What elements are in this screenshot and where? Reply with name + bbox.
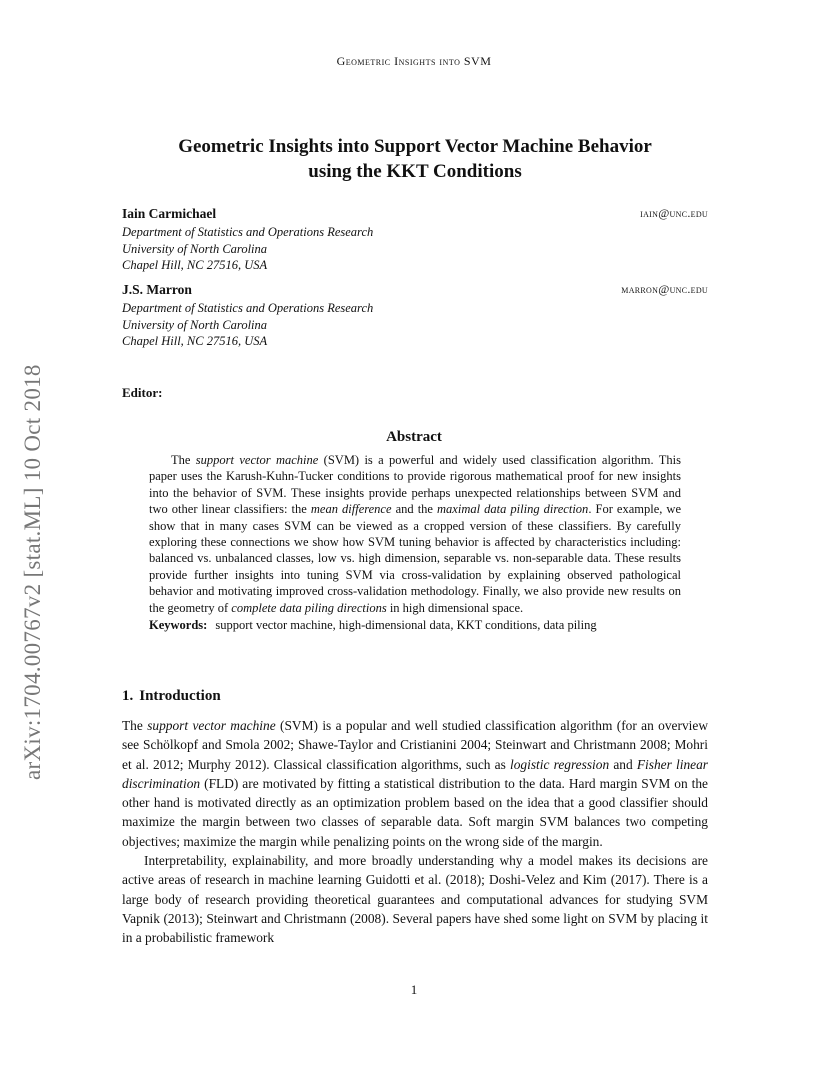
author-affiliation-university: University of North Carolina xyxy=(122,317,268,332)
page-number: 1 xyxy=(410,982,418,997)
section-heading-introduction xyxy=(122,688,221,705)
abstract-text: (SVM) is a powerful and widely used classification algorithm. This paper uses the Karush-Kuhn-Tucker conditions to provide rigorous mathematical proof for new insights into the behavior of SVM. These insights provide perhaps unexpected relationships between SVM and two other linear classifiers: the xyxy=(149,453,682,517)
author-name: Iain Carmichael xyxy=(122,206,217,221)
intro-text: The xyxy=(122,718,148,733)
keywords-line xyxy=(149,617,681,633)
paper-title xyxy=(120,134,710,184)
section-number: 1. xyxy=(122,688,134,704)
author-email: iain@unc.edu xyxy=(640,206,708,220)
author-affiliation-department: Department of Statistics and Operations Research xyxy=(122,301,374,315)
paper-title-line-1: Geometric Insights into Support Vector Machine Behavior xyxy=(178,136,652,157)
running-head: Geometric Insights into SVM xyxy=(336,54,492,68)
editor-label: Editor: xyxy=(122,385,163,400)
author-affiliation-university: University of North Carolina xyxy=(122,241,268,256)
abstract-emphasis: maximal data piling direction xyxy=(437,502,589,517)
abstract-text: The xyxy=(171,453,196,467)
keywords-label: Keywords: xyxy=(149,618,208,633)
intro-emphasis: logistic regression xyxy=(510,756,610,772)
intro-text: (FLD) are motivated by fitting a statistical distribution to the data. Hard margin SVM on the other hand is motivated directly as an optimization problem based on the idea that a good classifier should maximize the margin between two classes of separable data. Soft margin SVM balances two competing objectives; maximize the margin while penalizing points on the wrong side of the margin. xyxy=(122,775,708,849)
author-affiliation-department: Department of Statistics and Operations Research xyxy=(122,225,374,239)
author-affiliation-address: Chapel Hill, NC 27516, USA xyxy=(122,334,268,348)
arxiv-identifier-stamp: arXiv:1704.00767v2 [stat.ML] 10 Oct 2018 xyxy=(20,364,45,780)
abstract-emphasis: support vector machine xyxy=(195,453,319,467)
intro-paragraph-1 xyxy=(122,716,708,851)
paper-title-line-2: using the KKT Conditions xyxy=(308,161,522,182)
introduction-body xyxy=(122,716,708,948)
abstract-emphasis: mean difference xyxy=(310,502,392,517)
abstract-text: and the xyxy=(391,502,438,517)
abstract-text: . For example, we show that in many cases SVM can be viewed as a cropped version of these classifiers. By carefully exploring these connections we show how SVM tuning behavior is affected by characteristics including: balanced vs. unbalanced classes, low vs. high dimension, separable vs. non-separable data. These results provide further insights into tuning SVM via cross-validation by explaining observed pathological behavior and motivating improved cross-validation methodology. Finally, we also provide new results on the geometry of xyxy=(149,502,682,615)
abstract-body xyxy=(149,452,681,633)
intro-emphasis: Fisher linear discrimination xyxy=(122,756,708,791)
abstract-paragraph xyxy=(149,452,681,616)
abstract-heading: Abstract xyxy=(386,429,442,445)
intro-text: (SVM) is a popular and well studied classification algorithm (for an overview see Schölkopf and Smola 2002; Shawe-Taylor and Cristianini 2004; Steinwart and Christmann 2008; Mohri et al. 2012; Murphy 2012). Classical classification algorithms, such as xyxy=(122,718,708,772)
keywords-list: support vector machine, high-dimensional data, KKT conditions, data piling xyxy=(215,618,597,633)
section-title: Introduction xyxy=(139,688,221,704)
author-affiliation-address: Chapel Hill, NC 27516, USA xyxy=(122,258,268,272)
abstract-text: in high dimensional space. xyxy=(386,600,524,615)
author-email: marron@unc.edu xyxy=(621,282,708,296)
author-block-1 xyxy=(122,206,708,274)
author-block-2 xyxy=(122,282,708,350)
intro-text: and xyxy=(609,756,637,772)
intro-paragraph-2: Interpretability, explainability, and more broadly understanding why a model makes its decisions are active areas of research in machine learning Guidotti et al. (2018); Doshi-Velez and Kim (2017). There is a large body of research providing theoretical guarantees and computational advances for studying SVM Vapnik (2013); Steinwart and Christmann (2008). Several papers have shed some light on SVM by placing it in a probabilistic framework xyxy=(122,853,708,946)
author-name: J.S. Marron xyxy=(122,282,192,297)
abstract-emphasis: complete data piling directions xyxy=(231,600,387,615)
intro-emphasis: support vector machine xyxy=(147,718,276,733)
